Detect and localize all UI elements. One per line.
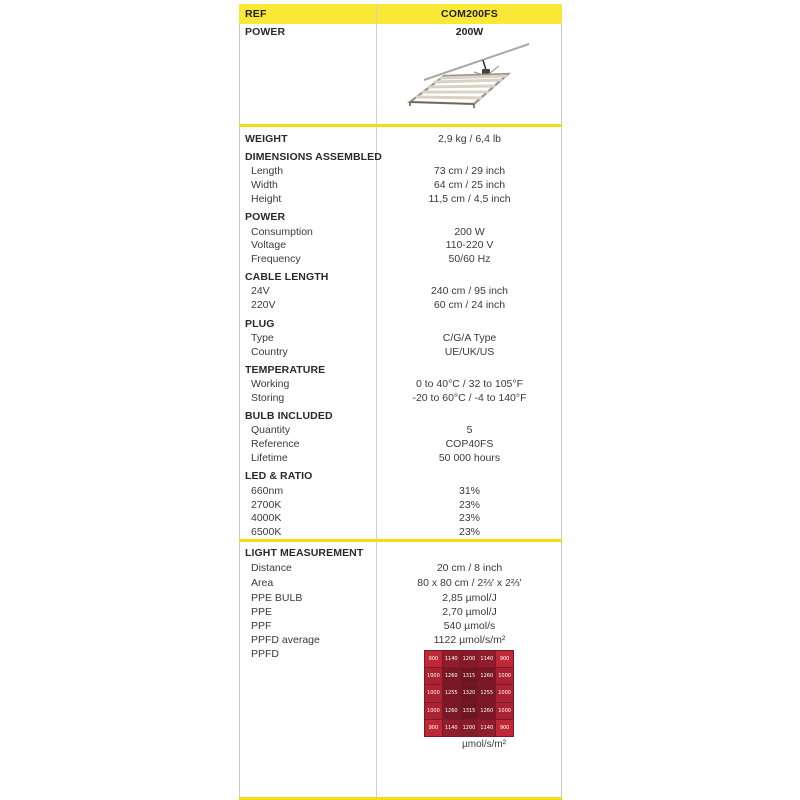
ppfd-cell: 900: [425, 651, 442, 667]
spec-value: C/G/A Type: [442, 332, 497, 344]
spec-value: 2,85 µmol/J: [442, 592, 497, 604]
ppfd-cell: 900: [425, 720, 442, 736]
section-divider-1: [239, 124, 562, 127]
ppfd-cell: 900: [496, 651, 513, 667]
spec-value: 50 000 hours: [438, 452, 501, 464]
spec-value: 64 cm / 25 inch: [433, 179, 506, 191]
ref-value: COM200FS: [440, 8, 499, 20]
ppfd-cell: 1315: [461, 668, 478, 684]
ppfd-cell: 1200: [461, 720, 478, 736]
ppfd-cell: 1260: [443, 703, 460, 719]
spec-value: 540 µmol/s: [443, 620, 496, 632]
ppfd-cell: 1140: [478, 720, 495, 736]
spec-label: Area: [251, 577, 274, 589]
spec-value: 50/60 Hz: [448, 253, 491, 265]
spec-value: 80 x 80 cm / 2⅔' x 2⅔': [417, 577, 522, 589]
ppfd-cell: 1000: [496, 685, 513, 701]
spec-label: Quantity: [251, 424, 291, 436]
ppfd-cell: 1260: [443, 668, 460, 684]
power-label: POWER: [245, 26, 286, 38]
ref-label: REF: [245, 8, 267, 20]
plug-title: PLUG: [245, 318, 275, 330]
spec-label: PPF: [251, 620, 272, 632]
spec-value: 73 cm / 29 inch: [433, 165, 506, 177]
spec-label: PPE BULB: [251, 592, 303, 604]
weight-label: WEIGHT: [245, 133, 288, 145]
spec-label: 220V: [251, 299, 276, 311]
led-title: LED & RATIO: [245, 470, 313, 482]
spec-label: Width: [251, 179, 278, 191]
ppfd-cell: 1140: [443, 720, 460, 736]
spec-label: Reference: [251, 438, 300, 450]
spec-value: 23%: [458, 512, 480, 524]
spec-label: Consumption: [251, 226, 313, 238]
spec-label: Lifetime: [251, 452, 288, 464]
ppfd-cell: 1315: [461, 703, 478, 719]
power-value: 200W: [455, 26, 484, 38]
ppfd-cell: 1000: [425, 668, 442, 684]
spec-value: 11,5 cm / 4,5 inch: [428, 193, 511, 205]
spec-value: 60 cm / 24 inch: [433, 299, 506, 311]
section-divider-2: [239, 539, 562, 542]
ppfd-cell: 1140: [443, 651, 460, 667]
ppfd-heatmap: [424, 650, 514, 737]
ppfd-cell: 1000: [496, 668, 513, 684]
spec-label: Working: [251, 378, 290, 390]
ppfd-cell: 1255: [478, 685, 495, 701]
spec-value: 110-220 V: [445, 239, 494, 251]
ppfd-cell: 1140: [478, 651, 495, 667]
light-measurement-title: LIGHT MEASUREMENT: [245, 547, 364, 559]
ppfd-cell: 1000: [496, 703, 513, 719]
ppfd-cell: 1260: [478, 668, 495, 684]
ppfd-cell: 1200: [461, 651, 478, 667]
spec-value: 5: [466, 424, 473, 436]
spec-value: 20 cm / 8 inch: [436, 562, 503, 574]
dimensions-title: DIMENSIONS ASSEMBLED: [245, 151, 382, 163]
spec-label: Country: [251, 346, 288, 358]
power-section-title: POWER: [245, 211, 286, 223]
spec-value: -20 to 60°C / -4 to 140°F: [412, 392, 527, 404]
spec-value: 0 to 40°C / 32 to 105°F: [415, 378, 524, 390]
spec-value: 240 cm / 95 inch: [430, 285, 509, 297]
spec-value: 200 W: [454, 226, 485, 238]
spec-label: 6500K: [251, 526, 282, 538]
ppfd-cell: 1320: [461, 685, 478, 701]
spec-label: Length: [251, 165, 284, 177]
spec-label: 660nm: [251, 485, 284, 497]
spec-value: UE/UK/US: [444, 346, 495, 358]
weight-value: 2,9 kg / 6,4 lb: [437, 133, 502, 145]
temperature-title: TEMPERATURE: [245, 364, 326, 376]
spec-label: 24V: [251, 285, 270, 297]
spec-label: PPFD average: [251, 634, 320, 646]
ppfd-cell: 1000: [425, 685, 442, 701]
bulb-title: BULB INCLUDED: [245, 410, 333, 422]
ppfd-cell: 1255: [443, 685, 460, 701]
spec-label: PPE: [251, 606, 273, 618]
spec-value: 1122 µmol/s/m²: [433, 634, 506, 646]
spec-value: 31%: [458, 485, 480, 497]
spec-value: 23%: [458, 526, 480, 538]
spec-value: 2,70 µmol/J: [442, 606, 497, 618]
ppfd-cell: 1000: [425, 703, 442, 719]
spec-value: 23%: [458, 499, 480, 511]
spec-value: COP40FS: [445, 438, 494, 450]
led-grow-light-fixture-icon: [404, 42, 534, 119]
ppfd-cell: 1260: [478, 703, 495, 719]
ppfd-cell: 900: [496, 720, 513, 736]
cable-title: CABLE LENGTH: [245, 271, 329, 283]
spec-label: Type: [251, 332, 274, 344]
spec-label: PPFD: [251, 648, 280, 660]
ppfd-unit: µmol/s/m²: [462, 739, 507, 750]
spec-label: Voltage: [251, 239, 287, 251]
spec-label: 4000K: [251, 512, 282, 524]
spec-label: Storing: [251, 392, 285, 404]
spec-label: Distance: [251, 562, 292, 574]
spec-label: Frequency: [251, 253, 301, 265]
spec-label: Height: [251, 193, 282, 205]
spec-label: 2700K: [251, 499, 282, 511]
